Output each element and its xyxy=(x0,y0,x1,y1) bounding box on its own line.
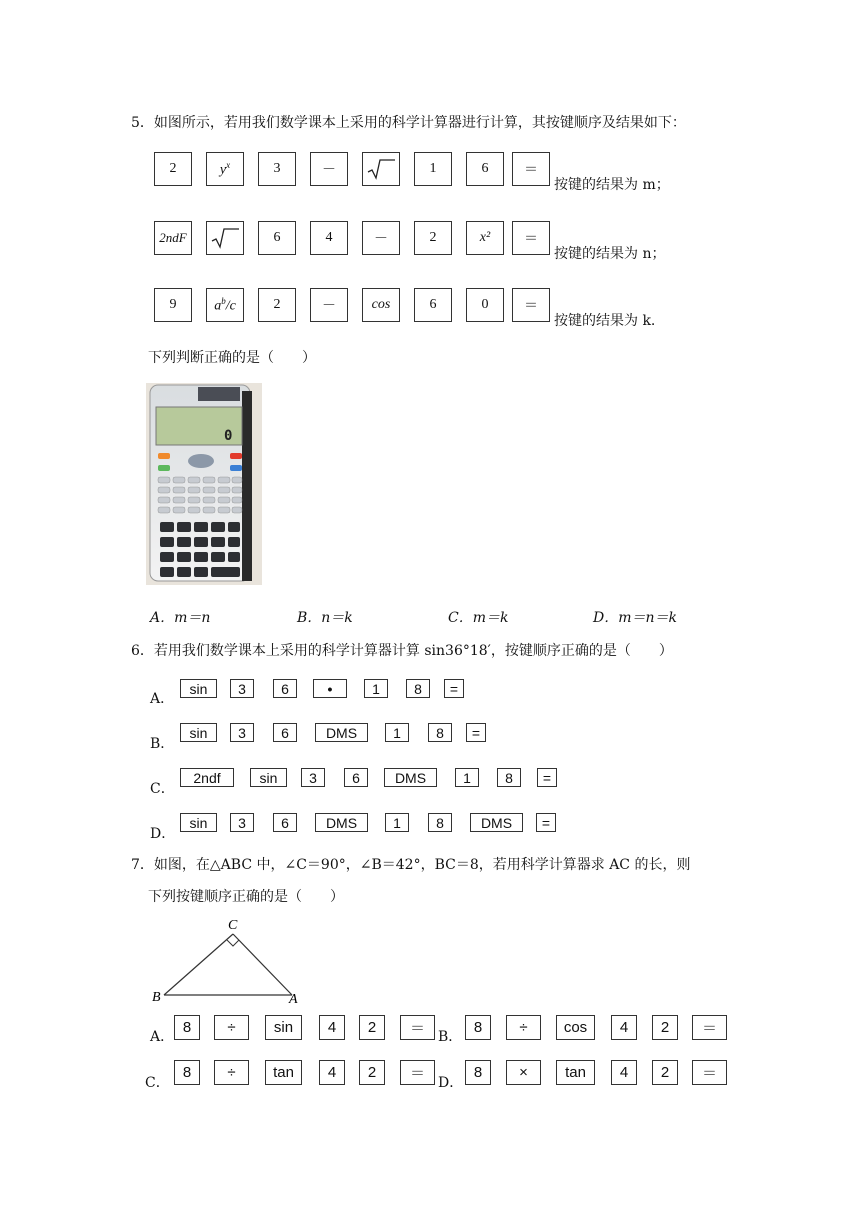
key-3: 3 xyxy=(258,152,296,186)
key-3: 3 xyxy=(301,768,325,787)
key-dms: DMS xyxy=(315,813,368,832)
key-2: 2 xyxy=(154,152,192,186)
key-8: 8 xyxy=(428,813,452,832)
key-2: 2 xyxy=(652,1060,678,1085)
key-2ndf: 2ndF xyxy=(154,221,192,255)
q7-stem-line2: 下列按键顺序正确的是（ ） xyxy=(148,889,344,905)
key-6: 6 xyxy=(273,723,297,742)
key-dms: DMS xyxy=(384,768,437,787)
triangle-figure xyxy=(150,915,310,1007)
q5-row1-result: 按键的结果为 m； xyxy=(554,177,670,193)
q6-label-d: D． xyxy=(150,826,176,842)
key-divide: ÷ xyxy=(214,1015,249,1040)
key-4: 4 xyxy=(319,1060,345,1085)
key-divide: ÷ xyxy=(506,1015,541,1040)
key-sin: sin xyxy=(250,768,287,787)
q7-label-b: B． xyxy=(438,1029,463,1045)
key-8: 8 xyxy=(174,1015,200,1040)
key-tan: tan xyxy=(265,1060,302,1085)
key-3: 3 xyxy=(230,813,254,832)
key-sin: sin xyxy=(180,723,217,742)
key-fraction: $a^b/c$ xyxy=(206,288,244,322)
key-equals: = xyxy=(537,768,557,787)
key-y-power-x: $y^x$ xyxy=(206,152,244,186)
key-2: 2 xyxy=(359,1060,385,1085)
key-3: 3 xyxy=(230,679,254,698)
key-4: 4 xyxy=(319,1015,345,1040)
key-6: 6 xyxy=(344,768,368,787)
key-6: 6 xyxy=(258,221,296,255)
key-8: 8 xyxy=(497,768,521,787)
key-dms: DMS xyxy=(470,813,523,832)
key-6: 6 xyxy=(414,288,452,322)
key-x-squared: x² xyxy=(466,221,504,255)
key-equals: ＝ xyxy=(692,1060,727,1085)
key-equals: = xyxy=(466,723,486,742)
q7-label-d: D． xyxy=(438,1075,464,1091)
q6-label-b: B． xyxy=(150,736,175,752)
key-minus: － xyxy=(310,288,348,322)
key-equals: = xyxy=(444,679,464,698)
key-times: × xyxy=(506,1060,541,1085)
q5-question: 下列判断正确的是（ ） xyxy=(148,350,316,366)
key-divide: ÷ xyxy=(214,1060,249,1085)
calculator-image xyxy=(146,383,262,585)
key-8: 8 xyxy=(428,723,452,742)
key-equals: ＝ xyxy=(512,288,550,322)
key-2ndf: 2ndf xyxy=(180,768,234,787)
key-6: 6 xyxy=(273,813,297,832)
key-3: 3 xyxy=(230,723,254,742)
key-1: 1 xyxy=(455,768,479,787)
key-1: 1 xyxy=(385,813,409,832)
vertex-b-label: B xyxy=(152,990,161,1005)
q5-row2-result: 按键的结果为 n； xyxy=(554,246,666,262)
key-tan: tan xyxy=(556,1060,595,1085)
key-2: 2 xyxy=(652,1015,678,1040)
key-dms: DMS xyxy=(315,723,368,742)
key-sqrt xyxy=(206,221,244,255)
key-4: 4 xyxy=(310,221,348,255)
q5-stem: 5．如图所示，若用我们数学课本上采用的科学计算器进行计算，其按键顺序及结果如下： xyxy=(131,115,686,131)
q7-label-a: A． xyxy=(150,1029,175,1045)
sqrt-icon xyxy=(366,158,396,180)
key-1: 1 xyxy=(414,152,452,186)
key-6: 6 xyxy=(273,679,297,698)
key-cos: cos xyxy=(556,1015,595,1040)
key-equals: = xyxy=(536,813,556,832)
key-equals: ＝ xyxy=(400,1060,435,1085)
q5-option-b: B．n＝k xyxy=(297,610,353,626)
key-9: 9 xyxy=(154,288,192,322)
key-equals: ＝ xyxy=(512,221,550,255)
key-minus: － xyxy=(362,221,400,255)
key-8: 8 xyxy=(406,679,430,698)
key-8: 8 xyxy=(465,1060,491,1085)
q6-label-c: C． xyxy=(150,781,175,797)
key-equals: ＝ xyxy=(400,1015,435,1040)
key-equals: ＝ xyxy=(692,1015,727,1040)
key-cos: cos xyxy=(362,288,400,322)
key-1: 1 xyxy=(364,679,388,698)
vertex-a-label: A xyxy=(289,992,298,1007)
key-8: 8 xyxy=(465,1015,491,1040)
key-2: 2 xyxy=(258,288,296,322)
q6-stem: 6．若用我们数学课本上采用的科学计算器计算 sin36°18′，按键顺序正确的是（ ） xyxy=(131,643,673,659)
key-sqrt xyxy=(362,152,400,186)
q7-stem-line1: 7．如图，在△ABC 中，∠C＝90°，∠B＝42°，BC＝8，若用科学计算器求 AC 的长，则 xyxy=(131,857,691,873)
key-2: 2 xyxy=(359,1015,385,1040)
key-minus: － xyxy=(310,152,348,186)
key-6: 6 xyxy=(466,152,504,186)
vertex-c-label: C xyxy=(228,918,238,933)
key-sin: sin xyxy=(265,1015,302,1040)
q7-label-c: C． xyxy=(145,1075,170,1091)
right-angle-mark xyxy=(227,940,239,946)
q5-option-c: C．m＝k xyxy=(448,610,509,626)
key-sin: sin xyxy=(180,679,217,698)
sqrt-icon xyxy=(210,227,240,249)
key-4: 4 xyxy=(611,1015,637,1040)
display-value: 0 xyxy=(224,428,233,444)
key-sin: sin xyxy=(180,813,217,832)
key-2: 2 xyxy=(414,221,452,255)
key-dot: • xyxy=(313,679,347,698)
key-0: 0 xyxy=(466,288,504,322)
q5-row3-result: 按键的结果为 k. xyxy=(554,313,656,329)
key-equals: ＝ xyxy=(512,152,550,186)
q5-option-a: A．m＝n xyxy=(150,610,211,626)
key-8: 8 xyxy=(174,1060,200,1085)
key-1: 1 xyxy=(385,723,409,742)
key-4: 4 xyxy=(611,1060,637,1085)
q5-option-d: D．m＝n＝k xyxy=(593,610,677,626)
q6-label-a: A． xyxy=(150,691,175,707)
solar-panel xyxy=(198,387,240,401)
